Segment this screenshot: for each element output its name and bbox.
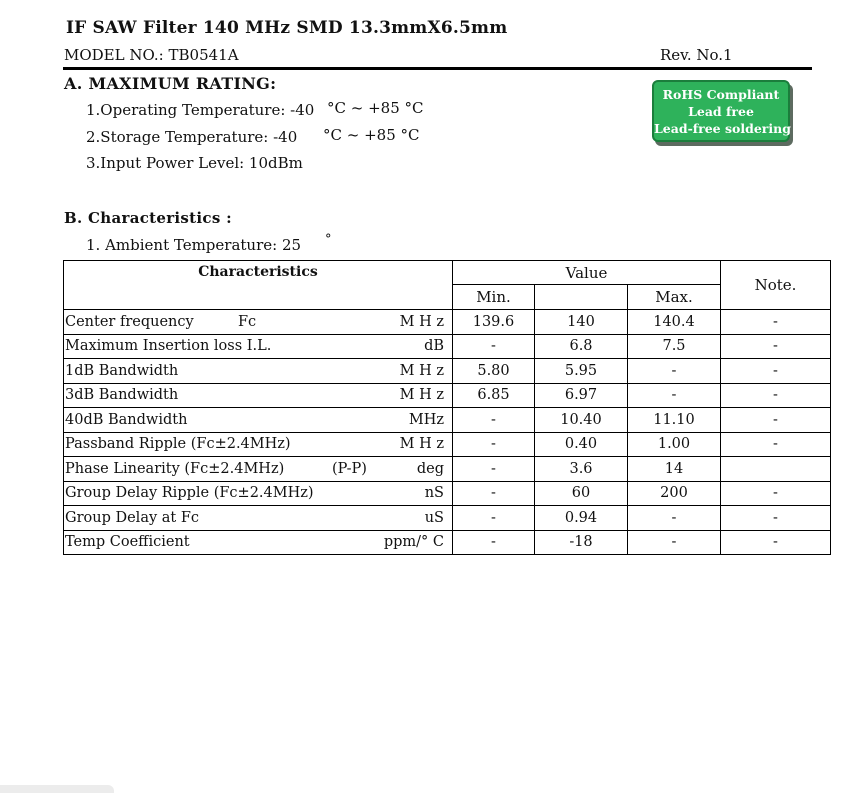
rating-operating-temperature: 1.Operating Temperature: -40: [86, 101, 315, 119]
max-value: 200: [628, 481, 721, 506]
note-value: -: [721, 481, 831, 506]
table-row: [64, 310, 831, 335]
parameter-unit: dB: [424, 338, 444, 355]
parameter-name: Center frequency: [65, 313, 194, 330]
min-value: 139.6: [453, 310, 535, 335]
parameter-cell: [64, 530, 453, 555]
parameter-qualifier: (P-P): [332, 460, 367, 477]
table-row: [64, 432, 831, 457]
note-value: -: [721, 359, 831, 384]
section-b-heading: B. Characteristics :: [64, 209, 232, 227]
min-value: -: [453, 481, 535, 506]
max-value: 11.10: [628, 408, 721, 433]
table-row: [64, 408, 831, 433]
parameter-cell: [64, 506, 453, 531]
min-value: -: [453, 432, 535, 457]
parameter-unit: M H z: [399, 313, 444, 330]
max-value: -: [628, 383, 721, 408]
note-value: -: [721, 383, 831, 408]
table-row: [64, 481, 831, 506]
max-value: 1.00: [628, 432, 721, 457]
header-note: Note.: [721, 261, 831, 310]
rohs-badge: [652, 80, 790, 142]
table-row: [64, 334, 831, 359]
table-row: [64, 530, 831, 555]
rating-input-power: 3.Input Power Level: 10dBm: [86, 154, 303, 172]
min-value: -: [453, 506, 535, 531]
parameter-qualifier: Fc: [238, 313, 257, 330]
note-value: -: [721, 432, 831, 457]
table-row: [64, 359, 831, 384]
parameter-cell: [64, 383, 453, 408]
parameter-unit: M H z: [399, 362, 444, 379]
parameter-name: 3dB Bandwidth: [65, 387, 179, 404]
note-value: -: [721, 530, 831, 555]
table-row: [64, 457, 831, 482]
header-value: Value: [453, 261, 721, 285]
parameter-cell: [64, 408, 453, 433]
parameter-cell: [64, 432, 453, 457]
note-value: -: [721, 334, 831, 359]
typ-value: 6.97: [535, 383, 628, 408]
typ-value: 60: [535, 481, 628, 506]
max-value: -: [628, 506, 721, 531]
note-value: [721, 457, 831, 482]
parameter-unit: nS: [424, 485, 444, 502]
typ-value: 3.6: [535, 457, 628, 482]
max-value: -: [628, 530, 721, 555]
note-value: -: [721, 506, 831, 531]
min-value: 6.85: [453, 383, 535, 408]
header-max: Max.: [628, 285, 721, 310]
parameter-name: Group Delay Ripple (Fc±2.4MHz): [65, 485, 314, 502]
rating-storage-temperature-range: °C ~ +85 °C: [323, 126, 420, 144]
typ-value: 140: [535, 310, 628, 335]
max-value: 14: [628, 457, 721, 482]
parameter-cell: [64, 481, 453, 506]
rating-storage-temperature: 2.Storage Temperature: -40: [86, 128, 298, 146]
parameter-cell: [64, 334, 453, 359]
parameter-name: Temp Coefficient: [65, 534, 190, 551]
parameter-name: 1dB Bandwidth: [65, 362, 179, 379]
note-value: -: [721, 408, 831, 433]
min-value: 5.80: [453, 359, 535, 384]
parameter-unit: uS: [424, 509, 444, 526]
parameter-name: Phase Linearity (Fc±2.4MHz): [65, 460, 285, 477]
parameter-cell: [64, 310, 453, 335]
min-value: -: [453, 530, 535, 555]
max-value: -: [628, 359, 721, 384]
table-row: [64, 506, 831, 531]
characteristics-table: [63, 260, 831, 555]
parameter-name: 40dB Bandwidth: [65, 411, 188, 428]
ambient-temperature: 1. Ambient Temperature: 25: [86, 236, 302, 254]
min-value: -: [453, 457, 535, 482]
document-title: IF SAW Filter 140 MHz SMD 13.3mmX6.5mm: [66, 18, 508, 38]
typ-value: 6.8: [535, 334, 628, 359]
header-typ: [535, 285, 628, 310]
header-divider: [63, 67, 812, 70]
rohs-badge-line-1: RoHS Compliant: [662, 87, 780, 102]
rohs-badge-line-2: Lead free: [688, 104, 754, 119]
ambient-temperature-unit: °: [325, 232, 332, 247]
parameter-cell: [64, 359, 453, 384]
parameter-name: Maximum Insertion loss I.L.: [65, 338, 272, 355]
max-value: 140.4: [628, 310, 721, 335]
parameter-unit: M H z: [399, 436, 444, 453]
parameter-name: Group Delay at Fc: [65, 509, 200, 526]
parameter-unit: M H z: [399, 387, 444, 404]
typ-value: 10.40: [535, 408, 628, 433]
revision-number: Rev. No.1: [660, 46, 733, 64]
min-value: -: [453, 334, 535, 359]
parameter-cell: [64, 457, 453, 482]
parameter-unit: ppm/° C: [383, 534, 444, 551]
model-number: MODEL NO.: TB0541A: [64, 46, 239, 64]
rating-operating-temperature-range: °C ~ +85 °C: [327, 99, 424, 117]
characteristics-rows: [64, 310, 831, 555]
max-value: 7.5: [628, 334, 721, 359]
section-a-heading: A. MAXIMUM RATING:: [64, 74, 277, 93]
typ-value: -18: [535, 530, 628, 555]
parameter-unit: deg: [416, 460, 444, 477]
parameter-unit: MHz: [408, 411, 444, 428]
header-min: Min.: [453, 285, 535, 310]
scrollbar-remnant: [0, 785, 114, 793]
min-value: -: [453, 408, 535, 433]
note-value: -: [721, 310, 831, 335]
typ-value: 5.95: [535, 359, 628, 384]
header-characteristics: Characteristics: [64, 261, 453, 310]
parameter-name: Passband Ripple (Fc±2.4MHz): [65, 436, 291, 453]
typ-value: 0.40: [535, 432, 628, 457]
typ-value: 0.94: [535, 506, 628, 531]
rohs-badge-line-3: Lead-free soldering: [654, 121, 791, 136]
table-row: [64, 383, 831, 408]
